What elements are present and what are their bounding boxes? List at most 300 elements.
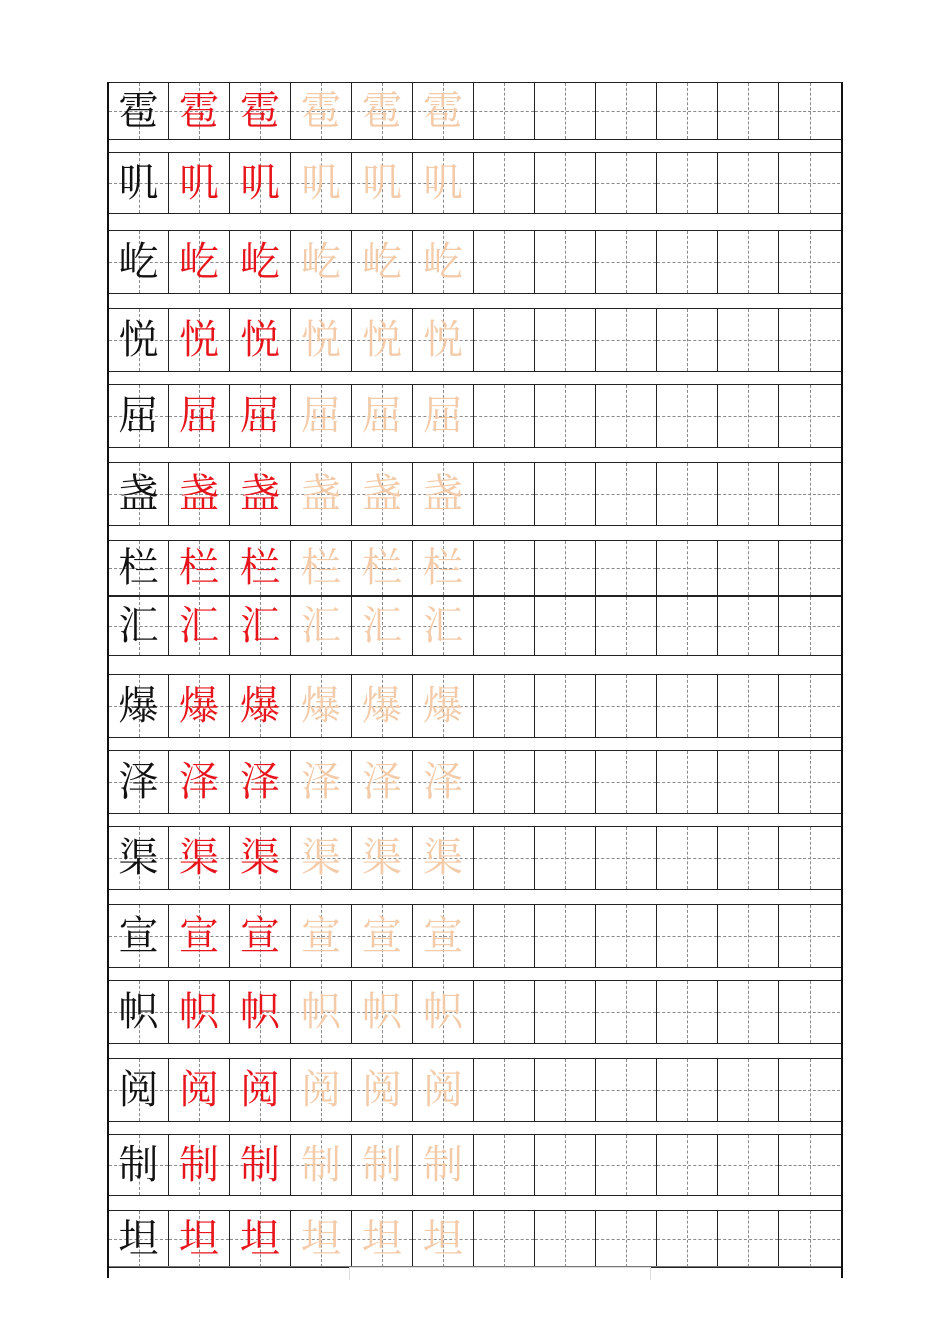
practice-cell[interactable] bbox=[169, 231, 230, 293]
practice-cell[interactable] bbox=[474, 905, 535, 967]
practice-row bbox=[109, 540, 841, 596]
red-copy-character: 帜 bbox=[179, 989, 219, 1035]
practice-cell[interactable] bbox=[596, 597, 657, 655]
trace-character: 坦 bbox=[362, 1216, 402, 1262]
practice-cell[interactable] bbox=[352, 83, 413, 139]
trace-character: 爆 bbox=[301, 683, 341, 729]
red-copy-character: 渠 bbox=[240, 835, 280, 881]
practice-cell[interactable] bbox=[352, 675, 413, 737]
trace-character: 叽 bbox=[423, 160, 463, 206]
practice-cell[interactable] bbox=[474, 751, 535, 813]
practice-cell[interactable] bbox=[413, 385, 474, 447]
red-copy-character: 汇 bbox=[179, 603, 219, 649]
trace-character: 盏 bbox=[301, 471, 341, 517]
practice-cell[interactable] bbox=[169, 1059, 230, 1121]
red-copy-character: 雹 bbox=[240, 88, 280, 134]
red-copy-character: 制 bbox=[240, 1142, 280, 1188]
model-character: 汇 bbox=[118, 603, 159, 649]
practice-cell[interactable] bbox=[230, 385, 291, 447]
practice-cell[interactable] bbox=[474, 675, 535, 737]
practice-row bbox=[109, 904, 841, 968]
practice-cell[interactable] bbox=[718, 981, 779, 1043]
trace-character: 坦 bbox=[423, 1216, 463, 1262]
practice-cell[interactable] bbox=[352, 905, 413, 967]
practice-cell[interactable] bbox=[779, 827, 840, 889]
practice-cell[interactable] bbox=[474, 827, 535, 889]
practice-cell[interactable] bbox=[718, 827, 779, 889]
practice-cell[interactable] bbox=[291, 751, 352, 813]
trace-character: 泽 bbox=[301, 759, 341, 805]
practice-cell[interactable] bbox=[779, 1135, 840, 1195]
practice-cell[interactable] bbox=[230, 751, 291, 813]
practice-cell[interactable] bbox=[718, 385, 779, 447]
model-cell bbox=[109, 153, 169, 213]
practice-cell[interactable] bbox=[535, 231, 596, 293]
practice-cell[interactable] bbox=[352, 385, 413, 447]
trace-character: 阅 bbox=[423, 1067, 463, 1113]
practice-cell[interactable] bbox=[535, 385, 596, 447]
practice-cell[interactable] bbox=[291, 541, 352, 595]
practice-cell[interactable] bbox=[474, 83, 535, 139]
red-copy-character: 叽 bbox=[240, 160, 280, 206]
practice-cell[interactable] bbox=[535, 751, 596, 813]
practice-cell[interactable] bbox=[413, 1059, 474, 1121]
red-copy-character: 盏 bbox=[240, 471, 280, 517]
trace-character: 汇 bbox=[301, 603, 341, 649]
model-character: 坦 bbox=[118, 1216, 159, 1262]
model-cell bbox=[109, 385, 169, 447]
page-gap bbox=[349, 1267, 651, 1280]
trace-character: 叽 bbox=[362, 160, 402, 206]
trace-character: 帜 bbox=[362, 989, 402, 1035]
red-copy-character: 泽 bbox=[240, 759, 280, 805]
practice-cell[interactable] bbox=[413, 827, 474, 889]
practice-cell[interactable] bbox=[291, 153, 352, 213]
model-character: 栏 bbox=[118, 545, 159, 591]
practice-cell[interactable] bbox=[779, 463, 840, 525]
model-cell bbox=[109, 309, 169, 371]
model-character: 制 bbox=[118, 1142, 159, 1188]
trace-character: 雹 bbox=[301, 88, 341, 134]
practice-row bbox=[109, 82, 841, 140]
trace-character: 雹 bbox=[423, 88, 463, 134]
practice-cell[interactable] bbox=[596, 463, 657, 525]
practice-cell[interactable] bbox=[291, 83, 352, 139]
practice-cell[interactable] bbox=[413, 309, 474, 371]
trace-character: 爆 bbox=[423, 683, 463, 729]
practice-cell[interactable] bbox=[779, 905, 840, 967]
model-character: 宣 bbox=[118, 913, 159, 959]
practice-cell[interactable] bbox=[291, 1135, 352, 1195]
practice-cell[interactable] bbox=[779, 541, 840, 595]
model-cell bbox=[109, 463, 169, 525]
practice-cell[interactable] bbox=[230, 827, 291, 889]
practice-cell[interactable] bbox=[169, 751, 230, 813]
red-copy-character: 雹 bbox=[179, 88, 219, 134]
practice-cell[interactable] bbox=[169, 541, 230, 595]
practice-cell[interactable] bbox=[413, 597, 474, 655]
red-copy-character: 制 bbox=[179, 1142, 219, 1188]
trace-character: 渠 bbox=[423, 835, 463, 881]
practice-cell[interactable] bbox=[230, 905, 291, 967]
trace-character: 屈 bbox=[423, 393, 463, 439]
trace-character: 制 bbox=[301, 1142, 341, 1188]
red-copy-character: 屹 bbox=[240, 239, 280, 285]
practice-cell[interactable] bbox=[474, 309, 535, 371]
model-cell bbox=[109, 597, 169, 655]
practice-cell[interactable] bbox=[535, 83, 596, 139]
model-character: 雹 bbox=[118, 88, 159, 134]
practice-cell[interactable] bbox=[596, 981, 657, 1043]
trace-character: 爆 bbox=[362, 683, 402, 729]
trace-character: 屈 bbox=[362, 393, 402, 439]
trace-character: 渠 bbox=[362, 835, 402, 881]
practice-cell[interactable] bbox=[413, 751, 474, 813]
model-cell bbox=[109, 541, 169, 595]
practice-cell[interactable] bbox=[352, 1059, 413, 1121]
practice-row bbox=[109, 230, 841, 294]
trace-character: 宣 bbox=[423, 913, 463, 959]
practice-cell[interactable] bbox=[352, 463, 413, 525]
practice-cell[interactable] bbox=[657, 463, 718, 525]
practice-cell[interactable] bbox=[718, 1059, 779, 1121]
practice-cell[interactable] bbox=[474, 153, 535, 213]
practice-cell[interactable] bbox=[657, 83, 718, 139]
practice-cell[interactable] bbox=[596, 751, 657, 813]
red-copy-character: 栏 bbox=[240, 545, 280, 591]
practice-cell[interactable] bbox=[230, 231, 291, 293]
practice-cell[interactable] bbox=[230, 981, 291, 1043]
practice-cell[interactable] bbox=[230, 309, 291, 371]
practice-cell[interactable] bbox=[596, 541, 657, 595]
practice-cell[interactable] bbox=[230, 675, 291, 737]
practice-row bbox=[109, 750, 841, 814]
practice-cell[interactable] bbox=[657, 751, 718, 813]
practice-cell[interactable] bbox=[779, 231, 840, 293]
trace-character: 汇 bbox=[423, 603, 463, 649]
practice-cell[interactable] bbox=[230, 463, 291, 525]
red-copy-character: 悦 bbox=[240, 317, 280, 363]
model-cell bbox=[109, 1059, 169, 1121]
practice-sheet bbox=[107, 82, 843, 1278]
practice-cell[interactable] bbox=[718, 1135, 779, 1195]
practice-cell[interactable] bbox=[474, 385, 535, 447]
practice-cell[interactable] bbox=[169, 385, 230, 447]
practice-cell[interactable] bbox=[596, 231, 657, 293]
practice-cell[interactable] bbox=[779, 1059, 840, 1121]
practice-cell[interactable] bbox=[718, 309, 779, 371]
practice-cell[interactable] bbox=[230, 1059, 291, 1121]
practice-row bbox=[109, 384, 841, 448]
practice-cell[interactable] bbox=[413, 1211, 474, 1267]
model-cell bbox=[109, 1135, 169, 1195]
practice-cell[interactable] bbox=[169, 1135, 230, 1195]
practice-cell[interactable] bbox=[413, 463, 474, 525]
model-cell bbox=[109, 1211, 169, 1267]
practice-cell[interactable] bbox=[718, 751, 779, 813]
practice-cell[interactable] bbox=[657, 827, 718, 889]
practice-cell[interactable] bbox=[718, 597, 779, 655]
practice-cell[interactable] bbox=[596, 1135, 657, 1195]
trace-character: 宣 bbox=[362, 913, 402, 959]
model-cell bbox=[109, 827, 169, 889]
practice-cell[interactable] bbox=[474, 597, 535, 655]
practice-cell[interactable] bbox=[291, 309, 352, 371]
trace-character: 悦 bbox=[423, 317, 463, 363]
practice-cell[interactable] bbox=[535, 981, 596, 1043]
practice-cell[interactable] bbox=[291, 827, 352, 889]
practice-cell[interactable] bbox=[657, 1059, 718, 1121]
practice-cell[interactable] bbox=[230, 153, 291, 213]
practice-cell[interactable] bbox=[230, 597, 291, 655]
practice-cell[interactable] bbox=[352, 1211, 413, 1267]
practice-cell[interactable] bbox=[352, 1135, 413, 1195]
practice-cell[interactable] bbox=[535, 675, 596, 737]
practice-cell[interactable] bbox=[413, 675, 474, 737]
model-cell bbox=[109, 675, 169, 737]
practice-cell[interactable] bbox=[535, 905, 596, 967]
practice-cell[interactable] bbox=[169, 1211, 230, 1267]
red-copy-character: 汇 bbox=[240, 603, 280, 649]
practice-cell[interactable] bbox=[718, 153, 779, 213]
practice-cell[interactable] bbox=[169, 309, 230, 371]
practice-cell[interactable] bbox=[291, 231, 352, 293]
practice-cell[interactable] bbox=[535, 597, 596, 655]
model-character: 屹 bbox=[118, 239, 159, 285]
model-cell bbox=[109, 981, 169, 1043]
practice-cell[interactable] bbox=[352, 981, 413, 1043]
red-copy-character: 阅 bbox=[179, 1067, 219, 1113]
trace-character: 制 bbox=[362, 1142, 402, 1188]
trace-character: 渠 bbox=[301, 835, 341, 881]
practice-cell[interactable] bbox=[657, 675, 718, 737]
practice-cell[interactable] bbox=[779, 153, 840, 213]
practice-cell[interactable] bbox=[413, 981, 474, 1043]
red-copy-character: 泽 bbox=[179, 759, 219, 805]
practice-cell[interactable] bbox=[291, 905, 352, 967]
practice-cell[interactable] bbox=[230, 541, 291, 595]
cut-off-next-row bbox=[109, 1266, 841, 1278]
trace-character: 屹 bbox=[301, 239, 341, 285]
practice-cell[interactable] bbox=[291, 981, 352, 1043]
trace-character: 屈 bbox=[301, 393, 341, 439]
red-copy-character: 栏 bbox=[179, 545, 219, 591]
model-cell bbox=[109, 83, 169, 139]
practice-cell[interactable] bbox=[230, 1211, 291, 1267]
practice-cell[interactable] bbox=[596, 1059, 657, 1121]
practice-cell[interactable] bbox=[779, 309, 840, 371]
model-cell bbox=[109, 231, 169, 293]
trace-character: 泽 bbox=[423, 759, 463, 805]
model-character: 爆 bbox=[118, 683, 159, 729]
trace-character: 帜 bbox=[301, 989, 341, 1035]
practice-cell[interactable] bbox=[657, 231, 718, 293]
practice-cell[interactable] bbox=[169, 675, 230, 737]
red-copy-character: 坦 bbox=[179, 1216, 219, 1262]
trace-character: 栏 bbox=[423, 545, 463, 591]
practice-cell[interactable] bbox=[657, 1211, 718, 1267]
practice-cell[interactable] bbox=[474, 981, 535, 1043]
practice-cell[interactable] bbox=[657, 541, 718, 595]
red-copy-character: 宣 bbox=[179, 913, 219, 959]
practice-cell[interactable] bbox=[657, 385, 718, 447]
practice-cell[interactable] bbox=[474, 231, 535, 293]
practice-cell[interactable] bbox=[535, 827, 596, 889]
practice-cell[interactable] bbox=[474, 463, 535, 525]
practice-cell[interactable] bbox=[352, 751, 413, 813]
practice-cell[interactable] bbox=[474, 1135, 535, 1195]
practice-cell[interactable] bbox=[779, 981, 840, 1043]
practice-cell[interactable] bbox=[596, 309, 657, 371]
red-copy-character: 盏 bbox=[179, 471, 219, 517]
practice-row bbox=[109, 596, 841, 656]
trace-character: 汇 bbox=[362, 603, 402, 649]
practice-cell[interactable] bbox=[657, 981, 718, 1043]
model-character: 阅 bbox=[118, 1067, 159, 1113]
trace-character: 栏 bbox=[362, 545, 402, 591]
model-cell bbox=[109, 751, 169, 813]
practice-row bbox=[109, 1134, 841, 1196]
practice-cell[interactable] bbox=[535, 1135, 596, 1195]
practice-cell[interactable] bbox=[230, 1135, 291, 1195]
practice-row bbox=[109, 980, 841, 1044]
model-character: 泽 bbox=[118, 759, 159, 805]
practice-row bbox=[109, 674, 841, 738]
practice-cell[interactable] bbox=[169, 153, 230, 213]
practice-cell[interactable] bbox=[291, 1059, 352, 1121]
practice-cell[interactable] bbox=[474, 1059, 535, 1121]
practice-cell[interactable] bbox=[718, 1211, 779, 1267]
practice-cell[interactable] bbox=[291, 463, 352, 525]
red-copy-character: 阅 bbox=[240, 1067, 280, 1113]
practice-cell[interactable] bbox=[413, 231, 474, 293]
trace-character: 泽 bbox=[362, 759, 402, 805]
practice-cell[interactable] bbox=[352, 309, 413, 371]
red-copy-character: 渠 bbox=[179, 835, 219, 881]
practice-cell[interactable] bbox=[779, 385, 840, 447]
practice-cell[interactable] bbox=[596, 83, 657, 139]
practice-cell[interactable] bbox=[718, 541, 779, 595]
practice-cell[interactable] bbox=[169, 597, 230, 655]
red-copy-character: 叽 bbox=[179, 160, 219, 206]
practice-cell[interactable] bbox=[535, 153, 596, 213]
practice-cell[interactable] bbox=[291, 1211, 352, 1267]
red-copy-character: 宣 bbox=[240, 913, 280, 959]
practice-cell[interactable] bbox=[169, 905, 230, 967]
practice-cell[interactable] bbox=[474, 541, 535, 595]
practice-cell[interactable] bbox=[535, 309, 596, 371]
practice-cell[interactable] bbox=[535, 1211, 596, 1267]
trace-character: 叽 bbox=[301, 160, 341, 206]
practice-cell[interactable] bbox=[413, 905, 474, 967]
red-copy-character: 屹 bbox=[179, 239, 219, 285]
trace-character: 盏 bbox=[423, 471, 463, 517]
practice-cell[interactable] bbox=[779, 597, 840, 655]
practice-cell[interactable] bbox=[718, 905, 779, 967]
practice-cell[interactable] bbox=[718, 675, 779, 737]
practice-cell[interactable] bbox=[779, 675, 840, 737]
trace-character: 阅 bbox=[301, 1067, 341, 1113]
model-character: 叽 bbox=[118, 160, 159, 206]
practice-cell[interactable] bbox=[169, 827, 230, 889]
model-character: 盏 bbox=[118, 471, 159, 517]
practice-cell[interactable] bbox=[657, 153, 718, 213]
practice-cell[interactable] bbox=[291, 597, 352, 655]
practice-cell[interactable] bbox=[596, 827, 657, 889]
practice-row bbox=[109, 1210, 841, 1268]
practice-row bbox=[109, 1058, 841, 1122]
practice-cell[interactable] bbox=[535, 1059, 596, 1121]
trace-character: 帜 bbox=[423, 989, 463, 1035]
practice-cell[interactable] bbox=[535, 541, 596, 595]
model-character: 帜 bbox=[118, 989, 159, 1035]
practice-cell[interactable] bbox=[169, 981, 230, 1043]
trace-character: 制 bbox=[423, 1142, 463, 1188]
red-copy-character: 屈 bbox=[179, 393, 219, 439]
trace-character: 宣 bbox=[301, 913, 341, 959]
practice-cell[interactable] bbox=[291, 385, 352, 447]
practice-cell[interactable] bbox=[596, 675, 657, 737]
practice-cell[interactable] bbox=[596, 153, 657, 213]
red-copy-character: 爆 bbox=[240, 683, 280, 729]
trace-character: 栏 bbox=[301, 545, 341, 591]
practice-cell[interactable] bbox=[657, 1135, 718, 1195]
trace-character: 悦 bbox=[362, 317, 402, 363]
model-character: 渠 bbox=[118, 835, 159, 881]
practice-cell[interactable] bbox=[169, 463, 230, 525]
red-copy-character: 坦 bbox=[240, 1216, 280, 1262]
model-character: 悦 bbox=[118, 317, 159, 363]
practice-cell[interactable] bbox=[413, 541, 474, 595]
practice-cell[interactable] bbox=[413, 83, 474, 139]
practice-cell[interactable] bbox=[657, 905, 718, 967]
practice-cell[interactable] bbox=[352, 231, 413, 293]
practice-cell[interactable] bbox=[535, 463, 596, 525]
practice-cell[interactable] bbox=[291, 675, 352, 737]
practice-cell[interactable] bbox=[718, 231, 779, 293]
practice-cell[interactable] bbox=[596, 1211, 657, 1267]
practice-cell[interactable] bbox=[718, 463, 779, 525]
model-character: 屈 bbox=[118, 393, 159, 439]
trace-character: 雹 bbox=[362, 88, 402, 134]
practice-cell[interactable] bbox=[413, 1135, 474, 1195]
practice-cell[interactable] bbox=[657, 309, 718, 371]
practice-cell[interactable] bbox=[474, 1211, 535, 1267]
practice-cell[interactable] bbox=[352, 541, 413, 595]
trace-character: 屹 bbox=[423, 239, 463, 285]
trace-character: 悦 bbox=[301, 317, 341, 363]
practice-cell[interactable] bbox=[596, 385, 657, 447]
practice-cell[interactable] bbox=[230, 83, 291, 139]
practice-cell[interactable] bbox=[657, 597, 718, 655]
red-copy-character: 爆 bbox=[179, 683, 219, 729]
practice-cell[interactable] bbox=[413, 153, 474, 213]
trace-character: 屹 bbox=[362, 239, 402, 285]
practice-cell[interactable] bbox=[779, 1211, 840, 1267]
practice-row bbox=[109, 462, 841, 526]
practice-row bbox=[109, 152, 841, 214]
practice-cell[interactable] bbox=[352, 153, 413, 213]
practice-cell[interactable] bbox=[169, 83, 230, 139]
practice-cell[interactable] bbox=[352, 827, 413, 889]
practice-cell[interactable] bbox=[718, 83, 779, 139]
practice-cell[interactable] bbox=[779, 83, 840, 139]
red-copy-character: 悦 bbox=[179, 317, 219, 363]
practice-cell[interactable] bbox=[596, 905, 657, 967]
trace-character: 盏 bbox=[362, 471, 402, 517]
practice-cell[interactable] bbox=[352, 597, 413, 655]
practice-cell[interactable] bbox=[779, 751, 840, 813]
